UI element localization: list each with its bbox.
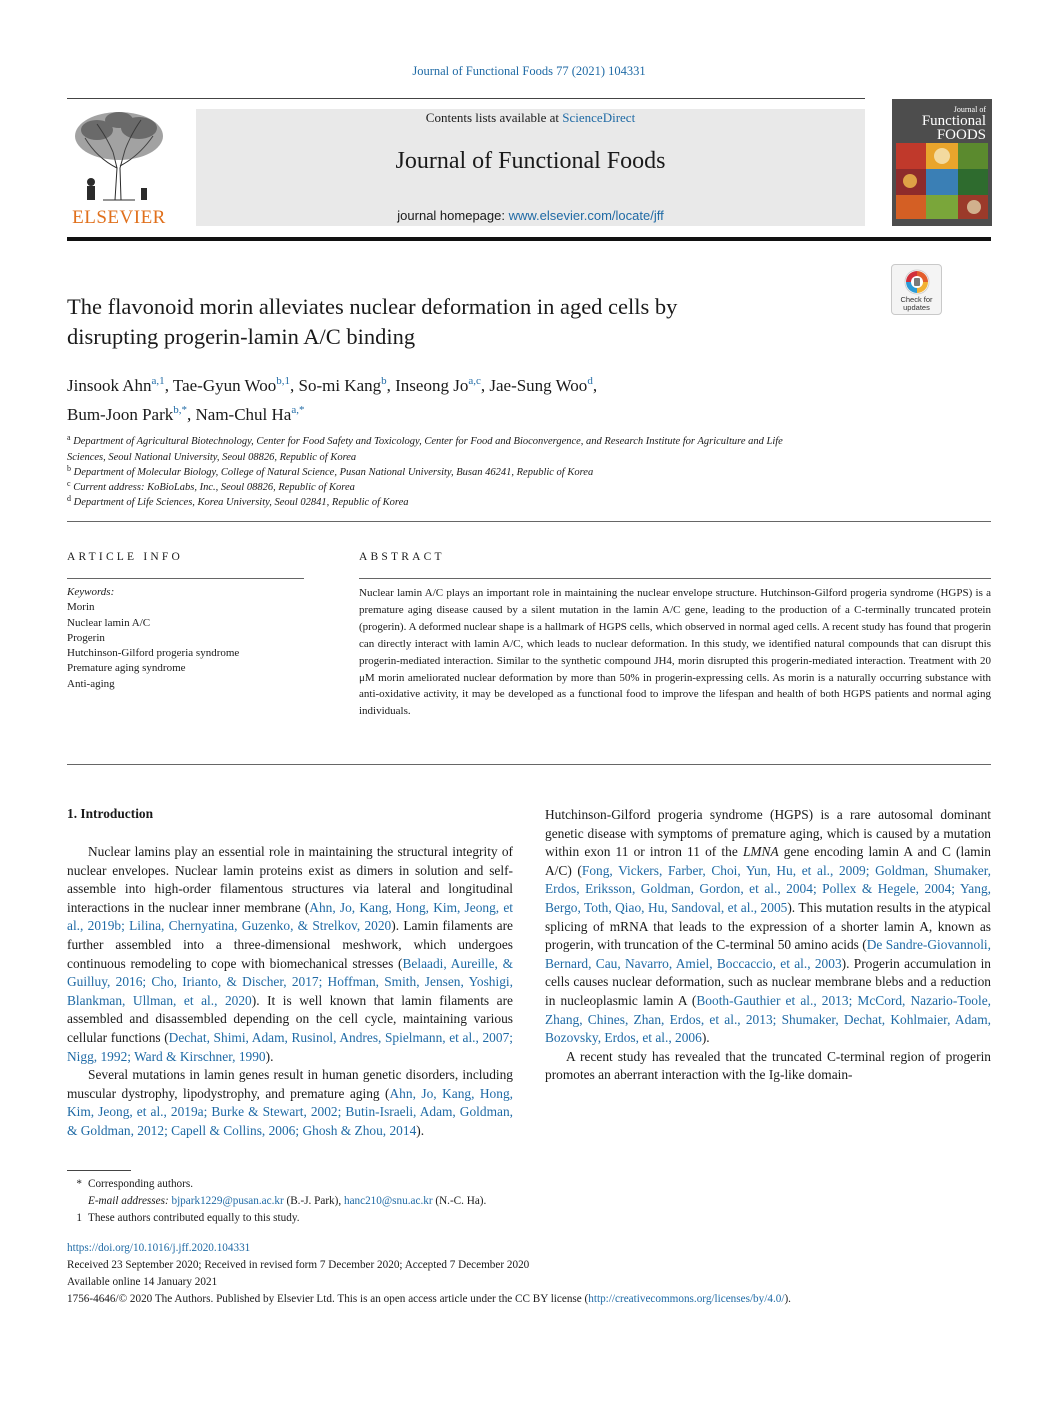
body-text: ). This mutation results in the atypical splicing of mRNA that leads to the expression of a shorter lamin A, known as progerin, with truncation of the C-terminal 50 amino acids (: [545, 899, 991, 953]
homepage-line: [196, 208, 865, 223]
crossmark-label: [892, 296, 941, 312]
doi-link[interactable]: https://doi.org/10.1016/j.jff.2020.104331: [67, 1242, 251, 1254]
author-name[interactable]: Jinsook Ahn: [67, 376, 152, 395]
keyword: Hutchinson-Gilford progeria syndrome: [67, 647, 240, 660]
author-name[interactable]: Tae-Gyun Woo: [172, 376, 277, 395]
keyword: Nuclear lamin A/C: [67, 616, 151, 629]
contents-line: [196, 110, 865, 126]
tree-emblem-icon: [67, 108, 171, 204]
body-text: Several mutations in lamin genes result in human genetic disorders, including muscular dystrophy, lipodystrophy, and premature aging (: [67, 1067, 513, 1101]
author-name[interactable]: Bum-Joon Park: [67, 405, 174, 424]
keyword: Morin: [67, 601, 95, 614]
citation-link[interactable]: Ahn, Jo, Kang, Hong, Kim, Jeong, et al., 2019b; Lilina, Chernyatina, Guzenko, & Strelkov, 2020: [67, 899, 513, 934]
affiliation-text: Current address: KoBioLabs, Inc., Seoul 08826, Republic of Korea: [73, 482, 355, 493]
affiliation-text: Department of Life Sciences, Korea University, Seoul 02841, Republic of Korea: [73, 497, 409, 508]
email-label: E-mail addresses:: [88, 1195, 172, 1207]
title-line2: disrupting progerin-lamin A/C binding: [67, 324, 416, 349]
abstract-bottom-rule: [67, 764, 991, 765]
affiliation-text-continued: Sciences, Seoul National University, Seoul 08826, Republic of Korea: [67, 451, 357, 463]
author-affiliation-marker[interactable]: b,*: [173, 404, 187, 416]
author-separator: ,: [386, 376, 396, 395]
journal-cover-image[interactable]: [892, 99, 992, 226]
footnote-corresponding: [67, 1176, 967, 1192]
article-title: [67, 292, 857, 352]
author-separator: ,: [480, 376, 490, 395]
author-affiliation-marker[interactable]: a,1: [151, 375, 165, 387]
body-text: ). Progerin accumulation in cells causes nuclear deformation, such as nuclear membrane blebs and a reduction in nucleoplasmic lamin A (: [545, 955, 992, 1008]
footnote-emails: [67, 1193, 967, 1209]
footnote-rule: [67, 1170, 131, 1171]
footnote-text: Corresponding authors.: [88, 1178, 194, 1190]
crossmark-line2: updates: [903, 303, 930, 312]
citation-link[interactable]: De Sandre-Giovannoli, Bernard, Cau, Navarro, Amiel, Boccaccio, et al., 2003: [545, 937, 991, 971]
keyword: Anti-aging: [67, 677, 115, 690]
affiliation-text: Department of Molecular Biology, College of Natural Science, Pusan National University, Busan 46241, Republic of Korea: [73, 467, 594, 478]
body-text: Nuclear lamins play an essential role in maintaining the structural integrity of nuclear envelopes. Nuclear lamin proteins exist as dimers in solution and self-assemble into high-order filamentous structures via lateral and longitudinal interactions in the nuclear inner membrane (: [67, 844, 513, 915]
citation-link[interactable]: Ahn, Jo, Kang, Hong, Kim, Jeong, et al., 2019a; Burke & Stewart, 2002; Butin-Israeli, Adam, Goldman, & Goldman, 2012; Capell & Collins, 2006; Ghosh & Zhou, 2014: [67, 1085, 513, 1138]
author-name[interactable]: Jae-Sung Woo: [489, 376, 588, 395]
author-affiliation-marker[interactable]: b,1: [276, 375, 290, 387]
cover-title: [892, 105, 992, 142]
body-column-left: [67, 843, 513, 1141]
received-dates: Received 23 September 2020; Received in revised form 7 December 2020; Accepted 7 December 2020: [67, 1259, 530, 1271]
body-column-right: [545, 806, 991, 1085]
running-head[interactable]: Journal of Functional Foods 77 (2021) 104331: [412, 64, 646, 78]
keywords-label: Keywords:: [67, 586, 115, 598]
footnote-equal-contribution: [67, 1210, 967, 1226]
author-name[interactable]: So-mi Kang: [298, 376, 382, 395]
body-text: ). Lamin filaments are further assembled into a three-dimensional meshwork, which undergoes continuous remodeling to cope with biomechanical stresses (: [67, 918, 513, 971]
check-for-updates-button[interactable]: [891, 264, 942, 315]
email-link-park[interactable]: bjpark1229@pusan.ac.kr: [171, 1195, 284, 1207]
intro-paragraph-1: [67, 843, 513, 1066]
cover-line2: Functional: [921, 113, 986, 129]
affiliation-marker: a: [67, 433, 71, 442]
keywords-block: [67, 585, 304, 692]
affiliations-rule: [67, 521, 991, 522]
author-separator: ,: [164, 376, 173, 395]
author-affiliation-marker[interactable]: a,*: [291, 404, 305, 416]
publisher-wordmark: ELSEVIER: [72, 207, 166, 228]
gene-name: LMNA: [742, 844, 779, 860]
available-online: Available online 14 January 2021: [67, 1276, 218, 1288]
affiliation-marker: c: [67, 479, 71, 488]
cover-line1: Journal of: [953, 105, 986, 114]
citation-link[interactable]: Booth-Gauthier et al., 2013; McCord, Nazario-Toole, Zhang, Chines, Zhan, Erdos, et al., 2013; Shumaker, Dechat, Kohlmaier, Adam, Bozovsky, Erdos, et al., 2006: [545, 992, 991, 1046]
citation-link[interactable]: Fong, Vickers, Farber, Choi, Yun, Hu, et al., 2009; Goldman, Shumaker, Erdos, Eriksson, Goldman, Gordon, et al., 2004; Pollex & Hegele, 2004; Yang, Bergo, Toth, Qiao, Hu, Sandoval, et al., 2005: [545, 862, 992, 915]
author-name[interactable]: Nam-Chul Ha: [195, 405, 292, 424]
affiliation-marker: d: [67, 494, 71, 503]
citation-link[interactable]: Belaadi, Aureille, & Guilluy, 2016; Cho, Irianto, & Discher, 2017; Hoffman, Smith, Jensen, Yoshigi, Blankman, Ullman, et al., 2020: [67, 955, 513, 1008]
sciencedirect-link[interactable]: ScienceDirect: [562, 110, 636, 125]
contents-prefix: Contents lists available at: [425, 110, 563, 125]
crossmark-line1: Check for: [900, 295, 933, 304]
intro-paragraph-2-continued: [545, 806, 991, 1048]
crossmark-icon: [904, 269, 930, 295]
section-heading-introduction: 1. Introduction: [67, 806, 154, 821]
abstract-text: Nuclear lamin A/C plays an important role in maintaining the nuclear envelope structure. Hutchinson-Gilford progeria syndrome (HGPS) is a premature aging disease caused by a silent mutation in the lamin A/C gene, leading to the production of a C-terminally truncated protein (progerin). A deformed nuclear shape is a hallmark of HGPS cells, which observed in normal aged cells. A recent study has found that progerin can directly interact with lamin A/C, which leads to nuclear deformation. In this study, we identified natural compounds that can disrupt this progerin-mediated interaction. Similar to the synthetic compound JH4, morin disrupted this progerin-mediated interaction. Treatment with 20 μM morin ameliorated nuclear deformation by more than 50% in progerin-expressing cells. As morin is a naturally occurring substance with anti-oxidative activity, it may be developed as a functional food to improve the lifespan and health of both HGPS patients and normal aging individuals.: [359, 587, 991, 718]
footnote-text: These authors contributed equally to this study.: [88, 1212, 300, 1224]
author-affiliation-marker[interactable]: d: [587, 375, 593, 387]
homepage-link[interactable]: www.elsevier.com/locate/jff: [508, 208, 664, 223]
intro-paragraph-2: [67, 1066, 513, 1140]
footnote-marker: 1: [76, 1212, 82, 1224]
author-name[interactable]: Inseong Jo: [395, 376, 469, 395]
license-line: [67, 1291, 991, 1307]
abstract-heading: ABSTRACT: [359, 551, 445, 563]
affiliation-text: Department of Agricultural Biotechnology, Center for Food Safety and Toxicology, Center for Food and Bioconvergence, and Research Institute for Agriculture and Life: [73, 436, 783, 447]
author-list: [67, 369, 867, 427]
author-separator: ,: [290, 376, 299, 395]
body-text: Hutchinson-Gilford progeria syndrome (HGPS) is a rare autosomal dominant genetic disease with symptoms of premature aging, which is caused by a mutation within exon 11 or intron 11 of the: [545, 807, 991, 860]
keyword: Progerin: [67, 631, 105, 644]
author-separator: ,: [592, 376, 598, 395]
keyword: Premature aging syndrome: [67, 662, 186, 675]
homepage-prefix: journal homepage:: [397, 208, 509, 223]
masthead-bottom-rule: [67, 237, 991, 241]
body-text: ).: [265, 1048, 274, 1064]
affiliation-d: [67, 491, 897, 511]
article-info-rule: [67, 578, 304, 579]
author-affiliation-marker[interactable]: b: [381, 375, 387, 387]
affiliation-marker: b: [67, 464, 71, 473]
cover-line3: FOODS: [936, 127, 986, 143]
license-link[interactable]: http://creativecommons.org/licenses/by/4.0/: [588, 1293, 785, 1305]
publisher-logo: [67, 108, 171, 230]
title-line1: The flavonoid morin alleviates nuclear deformation in aged cells by: [67, 294, 678, 319]
license-text: 1756-4646/© 2020 The Authors. Published by Elsevier Ltd. This is an open access article under the CC BY license (: [67, 1293, 589, 1305]
footnote-marker: *: [76, 1178, 82, 1190]
affiliation-a: [67, 430, 897, 465]
body-text: ).: [701, 1030, 710, 1046]
email-link-ha[interactable]: hanc210@snu.ac.kr: [343, 1195, 433, 1207]
body-text: ).: [416, 1122, 425, 1138]
masthead-top-rule: [67, 98, 865, 99]
author-separator: ,: [187, 405, 196, 424]
intro-paragraph-3: A recent study has revealed that the truncated C-terminal region of progerin promotes an aberrant interaction with the Ig-like domain-: [545, 1048, 991, 1083]
abstract-rule: [359, 578, 991, 579]
article-info-heading: ARTICLE INFO: [67, 551, 183, 563]
body-text: ). It is well known that lamin filaments are assembled and disassembled depending on the cell cycle, maintaining various cellular functions (: [67, 992, 513, 1045]
email-owner-ha: (N.-C. Ha).: [432, 1195, 487, 1207]
author-affiliation-marker[interactable]: a,c: [468, 375, 481, 387]
license-suffix: ).: [784, 1293, 791, 1305]
body-text: gene encoding lamin A and C (lamin A/C) (: [545, 844, 992, 878]
journal-name: Journal of Functional Foods: [395, 148, 666, 174]
citation-link[interactable]: Dechat, Shimi, Adam, Rusinol, Andres, Spielmann, et al., 2007; Nigg, 1992; Ward & Kirschner, 1990: [67, 1029, 513, 1064]
email-owner-park: (B.-J. Park),: [283, 1195, 344, 1207]
